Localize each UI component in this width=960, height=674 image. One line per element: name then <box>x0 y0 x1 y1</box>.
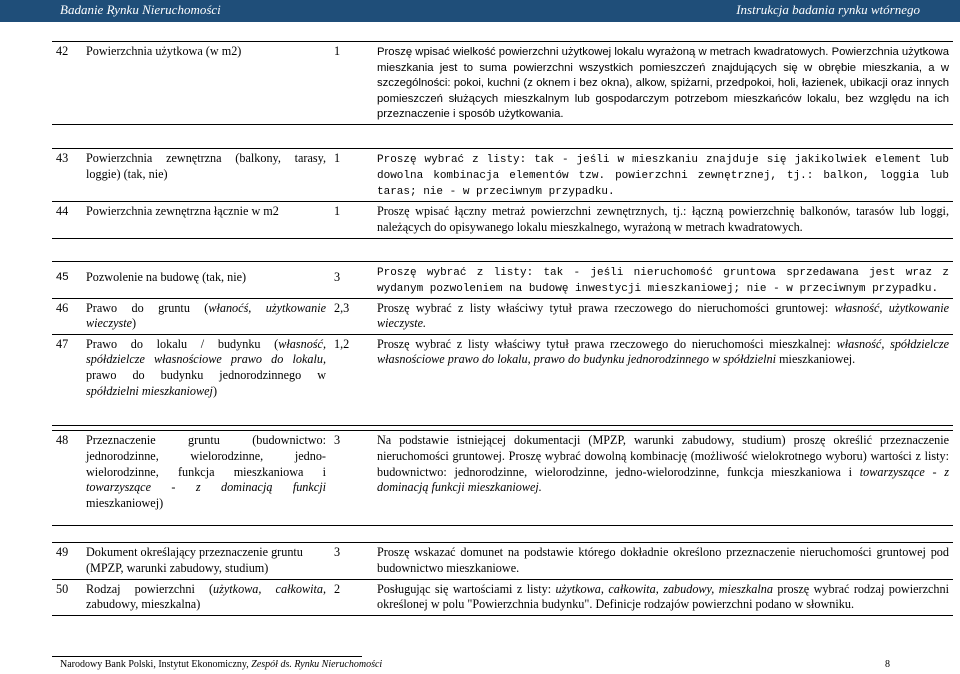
field-description: Posługując się wartościami z listy: użytkowa, całkowita, zabudowy, mieszkalna proszę wybrać rodzaj powierzchni określonej w polu "Powierzchnia budynku". Definicje rodzajów powierzchni podano w słowniku. <box>373 579 953 615</box>
field-code: 1 <box>330 42 373 125</box>
field-name: Powierzchnia użytkowa (w m2) <box>82 42 330 125</box>
row-number: 43 <box>52 149 82 202</box>
field-code: 3 <box>330 431 373 526</box>
field-description <box>373 42 953 125</box>
field-code: 1 <box>330 202 373 238</box>
table-row <box>52 579 953 615</box>
row-number: 47 <box>52 334 82 425</box>
field-code: 1 <box>330 149 373 202</box>
row-number: 42 <box>52 42 82 125</box>
field-description: Proszę wpisać łączny metraż powierzchni zewnętrznych, tj.: łączną powierzchnię balkonów, tarasów lub loggi, należących do opisywanego lokalu mieszkalnego, wyrażoną w metrach kwadratowych. <box>373 202 953 238</box>
field-name: Powierzchnia zewnętrzna łącznie w m2 <box>82 202 330 238</box>
page-number: 8 <box>885 659 890 670</box>
table-row <box>52 298 953 334</box>
table-row <box>52 543 953 579</box>
header-title: Badanie Rynku Nieruchomości <box>60 2 221 17</box>
table-row <box>52 261 953 298</box>
description-text: Proszę wybrać z listy: tak - jeśli nieruchomość gruntowa sprzedawana jest wraz z wydanym pozwoleniem na budowę inwestycji mieszkaniowej; nie - w przeciwnym przypadku. <box>377 266 949 295</box>
field-description <box>373 149 953 202</box>
field-description: Proszę wybrać z listy właściwy tytuł prawa rzeczowego do nieruchomości gruntowej: własność, użytkowanie wieczyste. <box>373 298 953 334</box>
footer-divider <box>52 656 362 657</box>
document-header <box>0 0 960 22</box>
field-description: Proszę wskazać domunet na podstawie którego dokładnie określono przeznaczenie nieruchomości gruntowej pod budownictwo mieszkaniowe. <box>373 543 953 579</box>
footer-institution: Narodowy Bank Polski, Instytut Ekonomiczny, <box>60 659 252 670</box>
field-name: Rodzaj powierzchni (użytkowa, całkowita, zabudowy, mieszkalna) <box>82 579 330 615</box>
table-row <box>52 42 953 125</box>
description-text: Proszę wybrać z listy: tak - jeśli w mieszkaniu znajduje się jakikolwiek element lub dowolna kombinacja elementów tzw. powierzchni zewnętrznej, tj.: balkon, loggia lub taras; nie - w przeciwnym przypadku. <box>377 154 949 199</box>
field-code: 3 <box>330 261 373 298</box>
table-row <box>52 202 953 238</box>
table-row <box>52 149 953 202</box>
table-row <box>52 334 953 425</box>
field-name: Prawo do gruntu (włanoćś, użytkowanie wieczyste) <box>82 298 330 334</box>
field-name: Dokument określający przeznaczenie gruntu (MPZP, warunki zabudowy, studium) <box>82 543 330 579</box>
row-number: 48 <box>52 431 82 526</box>
field-code: 2,3 <box>330 298 373 334</box>
field-code: 1,2 <box>330 334 373 425</box>
field-name: Powierzchnia zewnętrzna (balkony, tarasy, loggie) (tak, nie) <box>82 149 330 202</box>
field-name: Przeznaczenie gruntu (budownictwo: jednorodzinne, wielorodzinne, jedno-wielorodzinne, funkcja mieszkaniowa i towarzyszące - z dominacją funkcji mieszkaniowej) <box>82 431 330 526</box>
row-number: 44 <box>52 202 82 238</box>
field-description: Na podstawie istniejącej dokumentacji (MPZP, warunki zabudowy, studium) proszę określić przeznaczenie nieruchomości gruntowej. Proszę wybrać dowolną kombinację (możliwość wielokrotnego wyboru) wartości z listy: budownictwo: jednorodzinne, wielorodzinne, jedno-wielorodzinne, funkcja mieszkaniowa i towarzyszące - z dominacją funkcji mieszkaniowej. <box>373 431 953 526</box>
row-number: 45 <box>52 261 82 298</box>
table-row <box>52 431 953 526</box>
document-footer <box>60 659 890 670</box>
row-number: 50 <box>52 579 82 615</box>
field-name: Pozwolenie na budowę (tak, nie) <box>82 261 330 298</box>
header-subtitle: Instrukcja badania rynku wtórnego <box>736 2 920 17</box>
instruction-table <box>52 41 953 616</box>
field-description <box>373 261 953 298</box>
field-description: Proszę wybrać z listy właściwy tytuł prawa rzeczowego do nieruchomości mieszkalnej: własność, spółdzielcze własnościowe prawo do lokalu, prawo do budynku jednorodzinnego w spółdzielni mieszkaniowej. <box>373 334 953 425</box>
field-name: Prawo do lokalu / budynku (własność, spółdzielcze własnościowe prawo do lokalu, prawo do budynku jednorodzinnego w spółdzielni mieszkaniowej) <box>82 334 330 425</box>
row-number: 46 <box>52 298 82 334</box>
footer-team: Zespół ds. Rynku Nieruchomości <box>251 659 383 670</box>
field-code: 3 <box>330 543 373 579</box>
field-code: 2 <box>330 579 373 615</box>
description-text: Proszę wpisać wielkość powierzchni użytkowej lokalu wyrażoną w metrach kwadratowych. Powierzchnia użytkowa mieszkania jest to suma powierzchni wszystkich pomieszczeń znajdujących się w obrębie mieszkania, a w szczególności: pokoi, kuchni (z oknem i bez okna), alkow, spiżarni, przedpokoi, holi, łazienek, ubikacji oraz innych pomieszczeń służących mieszkalnym lub gospodarczym potrzebom mieszkańców lokalu, bez względu na ich przeznaczenie i sposób użytkowania. <box>377 46 949 121</box>
row-number: 49 <box>52 543 82 579</box>
